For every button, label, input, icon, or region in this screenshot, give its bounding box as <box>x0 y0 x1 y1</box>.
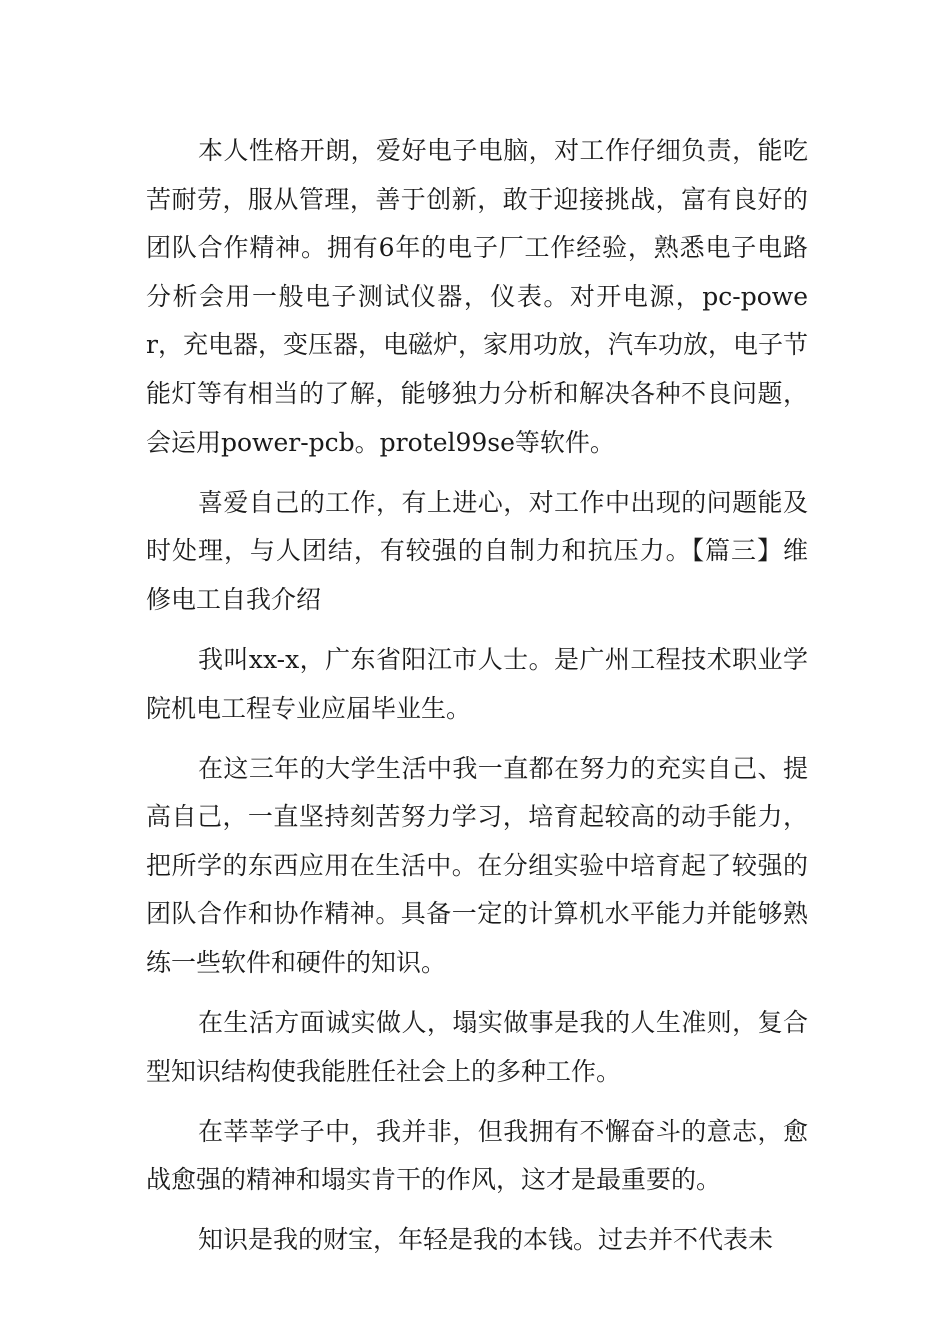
paragraph-personality: 本人性格开朗，爱好电子电脑，对工作仔细负责，能吃苦耐劳，服从管理，善于创新，敢于迎接挑战，富有良好的团队合作精神。拥有6年的电子厂工作经验，熟悉电子电路分析会用一般电子测试仪器，仪表。对开电源，pc-power，充电器，变压器，电磁炉，家用功放，汽车功放，电子节能灯等有相当的了解，能够独力分析和解决各种不良问题，会运用power-pcb。protel99se等软件。 <box>146 136 808 457</box>
paragraph-college-life: 在这三年的大学生活中我一直都在努力的充实自己、提高自己，一直坚持刻苦努力学习，培育起较高的动手能力，把所学的东西应用在生活中。在分组实验中培育起了较强的团队合作和协作精神。具备一定的计算机水平能力并能够熟练一些软件和硬件的知识。 <box>146 753 808 977</box>
paragraph-determination: 在莘莘学子中，我并非，但我拥有不懈奋斗的意志，愈战愈强的精神和塌实肯干的作风，这才是最重要的。 <box>146 1116 808 1195</box>
paragraph-self-intro: 我叫xx-x，广东省阳江市人士。是广州工程技术职业学院机电工程专业应届毕业生。 <box>146 644 808 723</box>
document-body <box>146 127 808 1277</box>
paragraph-life-principles: 在生活方面诚实做人，塌实做事是我的人生准则，复合型知识结构使我能胜任社会上的多种工作。 <box>146 1008 808 1086</box>
paragraph-work-attitude: 喜爱自己的工作，有上进心，对工作中出现的问题能及时处理，与人团结，有较强的自制力和抗压力。【篇三】维修电工自我介绍 <box>146 487 808 614</box>
paragraph-knowledge: 知识是我的财宝，年轻是我的本钱。过去并不代表未 <box>198 1225 774 1255</box>
